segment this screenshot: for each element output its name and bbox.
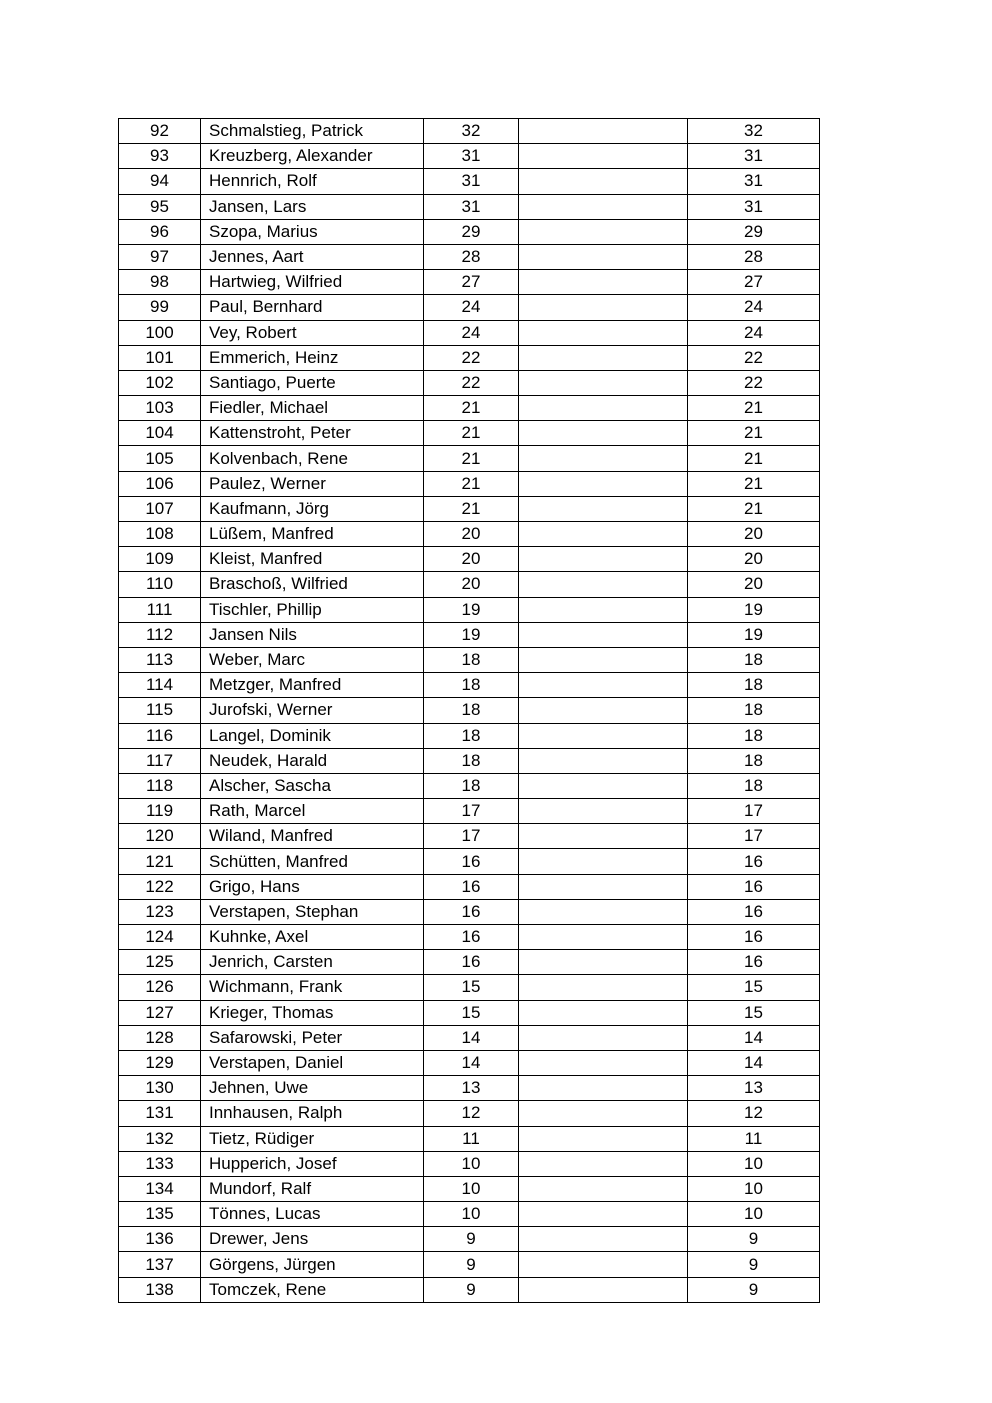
extra-cell <box>519 597 688 622</box>
total-cell: 9 <box>688 1277 820 1302</box>
total-cell: 17 <box>688 824 820 849</box>
total-cell: 19 <box>688 597 820 622</box>
table-row <box>119 572 820 597</box>
total-cell: 18 <box>688 647 820 672</box>
table-row <box>119 169 820 194</box>
points-cell: 29 <box>424 219 519 244</box>
points-cell: 18 <box>424 698 519 723</box>
name-cell: Grigo, Hans <box>201 874 424 899</box>
name-cell: Alscher, Sascha <box>201 773 424 798</box>
rank-cell: 97 <box>119 244 201 269</box>
table-row <box>119 1277 820 1302</box>
extra-cell <box>519 849 688 874</box>
rank-cell: 135 <box>119 1202 201 1227</box>
total-cell: 10 <box>688 1202 820 1227</box>
total-cell: 12 <box>688 1101 820 1126</box>
name-cell: Verstapen, Stephan <box>201 899 424 924</box>
points-cell: 15 <box>424 1000 519 1025</box>
rank-cell: 126 <box>119 975 201 1000</box>
name-cell: Rath, Marcel <box>201 799 424 824</box>
name-cell: Jenrich, Carsten <box>201 950 424 975</box>
table-row <box>119 1000 820 1025</box>
table-row <box>119 194 820 219</box>
rank-cell: 115 <box>119 698 201 723</box>
points-cell: 10 <box>424 1151 519 1176</box>
points-cell: 31 <box>424 194 519 219</box>
points-cell: 21 <box>424 471 519 496</box>
rank-cell: 92 <box>119 119 201 144</box>
points-cell: 24 <box>424 295 519 320</box>
table-row <box>119 446 820 471</box>
total-cell: 21 <box>688 446 820 471</box>
name-cell: Szopa, Marius <box>201 219 424 244</box>
rank-cell: 117 <box>119 748 201 773</box>
total-cell: 21 <box>688 496 820 521</box>
rank-cell: 96 <box>119 219 201 244</box>
points-cell: 31 <box>424 169 519 194</box>
name-cell: Kolvenbach, Rene <box>201 446 424 471</box>
total-cell: 31 <box>688 144 820 169</box>
points-cell: 16 <box>424 849 519 874</box>
total-cell: 14 <box>688 1050 820 1075</box>
points-cell: 16 <box>424 899 519 924</box>
extra-cell <box>519 1176 688 1201</box>
total-cell: 27 <box>688 270 820 295</box>
total-cell: 20 <box>688 522 820 547</box>
points-cell: 10 <box>424 1176 519 1201</box>
total-cell: 16 <box>688 849 820 874</box>
name-cell: Langel, Dominik <box>201 723 424 748</box>
points-cell: 19 <box>424 597 519 622</box>
name-cell: Jurofski, Werner <box>201 698 424 723</box>
rank-cell: 102 <box>119 370 201 395</box>
points-cell: 21 <box>424 421 519 446</box>
points-cell: 13 <box>424 1076 519 1101</box>
rank-cell: 101 <box>119 345 201 370</box>
name-cell: Jansen, Lars <box>201 194 424 219</box>
total-cell: 16 <box>688 925 820 950</box>
points-cell: 20 <box>424 572 519 597</box>
total-cell: 16 <box>688 899 820 924</box>
points-cell: 19 <box>424 622 519 647</box>
name-cell: Neudek, Harald <box>201 748 424 773</box>
extra-cell <box>519 547 688 572</box>
points-cell: 21 <box>424 396 519 421</box>
table-row <box>119 1076 820 1101</box>
name-cell: Kuhnke, Axel <box>201 925 424 950</box>
extra-cell <box>519 1000 688 1025</box>
total-cell: 20 <box>688 572 820 597</box>
total-cell: 9 <box>688 1252 820 1277</box>
extra-cell <box>519 270 688 295</box>
rank-cell: 124 <box>119 925 201 950</box>
total-cell: 21 <box>688 396 820 421</box>
rank-cell: 118 <box>119 773 201 798</box>
points-cell: 14 <box>424 1025 519 1050</box>
rank-cell: 131 <box>119 1101 201 1126</box>
rank-cell: 137 <box>119 1252 201 1277</box>
points-cell: 27 <box>424 270 519 295</box>
points-cell: 9 <box>424 1252 519 1277</box>
table-row <box>119 219 820 244</box>
extra-cell <box>519 370 688 395</box>
table-row <box>119 345 820 370</box>
rank-cell: 100 <box>119 320 201 345</box>
total-cell: 22 <box>688 370 820 395</box>
table-row <box>119 370 820 395</box>
total-cell: 21 <box>688 471 820 496</box>
rank-cell: 123 <box>119 899 201 924</box>
extra-cell <box>519 244 688 269</box>
rank-cell: 94 <box>119 169 201 194</box>
rank-cell: 98 <box>119 270 201 295</box>
rank-cell: 129 <box>119 1050 201 1075</box>
table-row <box>119 144 820 169</box>
name-cell: Tomczek, Rene <box>201 1277 424 1302</box>
name-cell: Paul, Bernhard <box>201 295 424 320</box>
table-row <box>119 773 820 798</box>
name-cell: Metzger, Manfred <box>201 673 424 698</box>
table-row <box>119 899 820 924</box>
total-cell: 31 <box>688 194 820 219</box>
name-cell: Kleist, Manfred <box>201 547 424 572</box>
extra-cell <box>519 975 688 1000</box>
name-cell: Krieger, Thomas <box>201 1000 424 1025</box>
total-cell: 10 <box>688 1176 820 1201</box>
rank-cell: 134 <box>119 1176 201 1201</box>
name-cell: Kattenstroht, Peter <box>201 421 424 446</box>
total-cell: 18 <box>688 748 820 773</box>
total-cell: 18 <box>688 673 820 698</box>
name-cell: Hennrich, Rolf <box>201 169 424 194</box>
rank-cell: 122 <box>119 874 201 899</box>
extra-cell <box>519 925 688 950</box>
table-row <box>119 1050 820 1075</box>
table-row <box>119 925 820 950</box>
table-row <box>119 320 820 345</box>
points-cell: 17 <box>424 799 519 824</box>
extra-cell <box>519 698 688 723</box>
table-row <box>119 547 820 572</box>
name-cell: Jehnen, Uwe <box>201 1076 424 1101</box>
table-row <box>119 244 820 269</box>
points-cell: 18 <box>424 673 519 698</box>
points-cell: 28 <box>424 244 519 269</box>
rank-cell: 106 <box>119 471 201 496</box>
rank-cell: 120 <box>119 824 201 849</box>
extra-cell <box>519 522 688 547</box>
extra-cell <box>519 673 688 698</box>
table-row <box>119 1126 820 1151</box>
points-cell: 11 <box>424 1126 519 1151</box>
rank-cell: 114 <box>119 673 201 698</box>
name-cell: Lüßem, Manfred <box>201 522 424 547</box>
table-row <box>119 874 820 899</box>
rank-cell: 125 <box>119 950 201 975</box>
points-cell: 9 <box>424 1227 519 1252</box>
total-cell: 16 <box>688 874 820 899</box>
points-cell: 18 <box>424 647 519 672</box>
points-cell: 24 <box>424 320 519 345</box>
extra-cell <box>519 1252 688 1277</box>
rank-cell: 121 <box>119 849 201 874</box>
name-cell: Emmerich, Heinz <box>201 345 424 370</box>
total-cell: 31 <box>688 169 820 194</box>
points-cell: 22 <box>424 370 519 395</box>
table-row <box>119 1101 820 1126</box>
total-cell: 19 <box>688 622 820 647</box>
table-row <box>119 799 820 824</box>
table-row <box>119 295 820 320</box>
rank-cell: 109 <box>119 547 201 572</box>
extra-cell <box>519 144 688 169</box>
total-cell: 21 <box>688 421 820 446</box>
table-row <box>119 975 820 1000</box>
extra-cell <box>519 1101 688 1126</box>
total-cell: 24 <box>688 295 820 320</box>
table-row <box>119 1202 820 1227</box>
name-cell: Mundorf, Ralf <box>201 1176 424 1201</box>
table-row <box>119 1252 820 1277</box>
extra-cell <box>519 950 688 975</box>
table-row <box>119 950 820 975</box>
points-cell: 31 <box>424 144 519 169</box>
total-cell: 22 <box>688 345 820 370</box>
rank-cell: 111 <box>119 597 201 622</box>
rank-cell: 132 <box>119 1126 201 1151</box>
name-cell: Braschoß, Wilfried <box>201 572 424 597</box>
name-cell: Wiland, Manfred <box>201 824 424 849</box>
total-cell: 17 <box>688 799 820 824</box>
table-row <box>119 421 820 446</box>
extra-cell <box>519 1126 688 1151</box>
extra-cell <box>519 471 688 496</box>
extra-cell <box>519 396 688 421</box>
points-cell: 14 <box>424 1050 519 1075</box>
extra-cell <box>519 723 688 748</box>
rank-cell: 110 <box>119 572 201 597</box>
table-row <box>119 673 820 698</box>
table-row <box>119 1151 820 1176</box>
extra-cell <box>519 874 688 899</box>
rank-cell: 127 <box>119 1000 201 1025</box>
points-cell: 22 <box>424 345 519 370</box>
extra-cell <box>519 1050 688 1075</box>
name-cell: Drewer, Jens <box>201 1227 424 1252</box>
rank-cell: 116 <box>119 723 201 748</box>
total-cell: 15 <box>688 975 820 1000</box>
name-cell: Kaufmann, Jörg <box>201 496 424 521</box>
total-cell: 13 <box>688 1076 820 1101</box>
extra-cell <box>519 446 688 471</box>
table-row <box>119 622 820 647</box>
total-cell: 29 <box>688 219 820 244</box>
points-cell: 18 <box>424 773 519 798</box>
extra-cell <box>519 1025 688 1050</box>
table-row <box>119 647 820 672</box>
table-row <box>119 471 820 496</box>
points-cell: 10 <box>424 1202 519 1227</box>
name-cell: Paulez, Werner <box>201 471 424 496</box>
extra-cell <box>519 1202 688 1227</box>
name-cell: Schmalstieg, Patrick <box>201 119 424 144</box>
table-row <box>119 1025 820 1050</box>
points-cell: 9 <box>424 1277 519 1302</box>
ranking-table <box>118 118 820 1303</box>
points-cell: 17 <box>424 824 519 849</box>
extra-cell <box>519 169 688 194</box>
table-row <box>119 748 820 773</box>
points-cell: 12 <box>424 1101 519 1126</box>
name-cell: Santiago, Puerte <box>201 370 424 395</box>
rank-cell: 105 <box>119 446 201 471</box>
name-cell: Innhausen, Ralph <box>201 1101 424 1126</box>
points-cell: 16 <box>424 874 519 899</box>
total-cell: 16 <box>688 950 820 975</box>
extra-cell <box>519 773 688 798</box>
extra-cell <box>519 799 688 824</box>
rank-cell: 104 <box>119 421 201 446</box>
extra-cell <box>519 748 688 773</box>
table-row <box>119 1227 820 1252</box>
name-cell: Tischler, Phillip <box>201 597 424 622</box>
rank-cell: 138 <box>119 1277 201 1302</box>
rank-cell: 99 <box>119 295 201 320</box>
total-cell: 9 <box>688 1227 820 1252</box>
extra-cell <box>519 1227 688 1252</box>
table-row <box>119 1176 820 1201</box>
points-cell: 16 <box>424 950 519 975</box>
points-cell: 21 <box>424 446 519 471</box>
total-cell: 14 <box>688 1025 820 1050</box>
rank-cell: 112 <box>119 622 201 647</box>
rank-cell: 108 <box>119 522 201 547</box>
table-row <box>119 597 820 622</box>
points-cell: 18 <box>424 748 519 773</box>
rank-cell: 103 <box>119 396 201 421</box>
table-row <box>119 849 820 874</box>
name-cell: Vey, Robert <box>201 320 424 345</box>
extra-cell <box>519 421 688 446</box>
ranking-table-body <box>119 119 820 1303</box>
extra-cell <box>519 1277 688 1302</box>
table-row <box>119 396 820 421</box>
table-row <box>119 496 820 521</box>
name-cell: Jennes, Aart <box>201 244 424 269</box>
extra-cell <box>519 345 688 370</box>
name-cell: Hupperich, Josef <box>201 1151 424 1176</box>
points-cell: 20 <box>424 547 519 572</box>
table-row <box>119 119 820 144</box>
name-cell: Weber, Marc <box>201 647 424 672</box>
extra-cell <box>519 899 688 924</box>
total-cell: 18 <box>688 698 820 723</box>
points-cell: 21 <box>424 496 519 521</box>
table-row <box>119 824 820 849</box>
extra-cell <box>519 320 688 345</box>
rank-cell: 136 <box>119 1227 201 1252</box>
total-cell: 10 <box>688 1151 820 1176</box>
rank-cell: 107 <box>119 496 201 521</box>
table-row <box>119 522 820 547</box>
extra-cell <box>519 295 688 320</box>
extra-cell <box>519 1151 688 1176</box>
name-cell: Görgens, Jürgen <box>201 1252 424 1277</box>
table-row <box>119 723 820 748</box>
name-cell: Hartwieg, Wilfried <box>201 270 424 295</box>
extra-cell <box>519 824 688 849</box>
rank-cell: 119 <box>119 799 201 824</box>
extra-cell <box>519 119 688 144</box>
table-row <box>119 698 820 723</box>
rank-cell: 128 <box>119 1025 201 1050</box>
name-cell: Wichmann, Frank <box>201 975 424 1000</box>
extra-cell <box>519 496 688 521</box>
extra-cell <box>519 219 688 244</box>
total-cell: 24 <box>688 320 820 345</box>
name-cell: Tietz, Rüdiger <box>201 1126 424 1151</box>
extra-cell <box>519 1076 688 1101</box>
rank-cell: 133 <box>119 1151 201 1176</box>
extra-cell <box>519 194 688 219</box>
rank-cell: 113 <box>119 647 201 672</box>
name-cell: Jansen Nils <box>201 622 424 647</box>
total-cell: 15 <box>688 1000 820 1025</box>
name-cell: Schütten, Manfred <box>201 849 424 874</box>
name-cell: Fiedler, Michael <box>201 396 424 421</box>
rank-cell: 130 <box>119 1076 201 1101</box>
total-cell: 18 <box>688 723 820 748</box>
table-row <box>119 270 820 295</box>
name-cell: Safarowski, Peter <box>201 1025 424 1050</box>
total-cell: 28 <box>688 244 820 269</box>
points-cell: 16 <box>424 925 519 950</box>
rank-cell: 93 <box>119 144 201 169</box>
name-cell: Verstapen, Daniel <box>201 1050 424 1075</box>
name-cell: Tönnes, Lucas <box>201 1202 424 1227</box>
total-cell: 18 <box>688 773 820 798</box>
total-cell: 20 <box>688 547 820 572</box>
points-cell: 32 <box>424 119 519 144</box>
extra-cell <box>519 622 688 647</box>
rank-cell: 95 <box>119 194 201 219</box>
points-cell: 15 <box>424 975 519 1000</box>
points-cell: 20 <box>424 522 519 547</box>
name-cell: Kreuzberg, Alexander <box>201 144 424 169</box>
total-cell: 11 <box>688 1126 820 1151</box>
total-cell: 32 <box>688 119 820 144</box>
points-cell: 18 <box>424 723 519 748</box>
extra-cell <box>519 572 688 597</box>
extra-cell <box>519 647 688 672</box>
